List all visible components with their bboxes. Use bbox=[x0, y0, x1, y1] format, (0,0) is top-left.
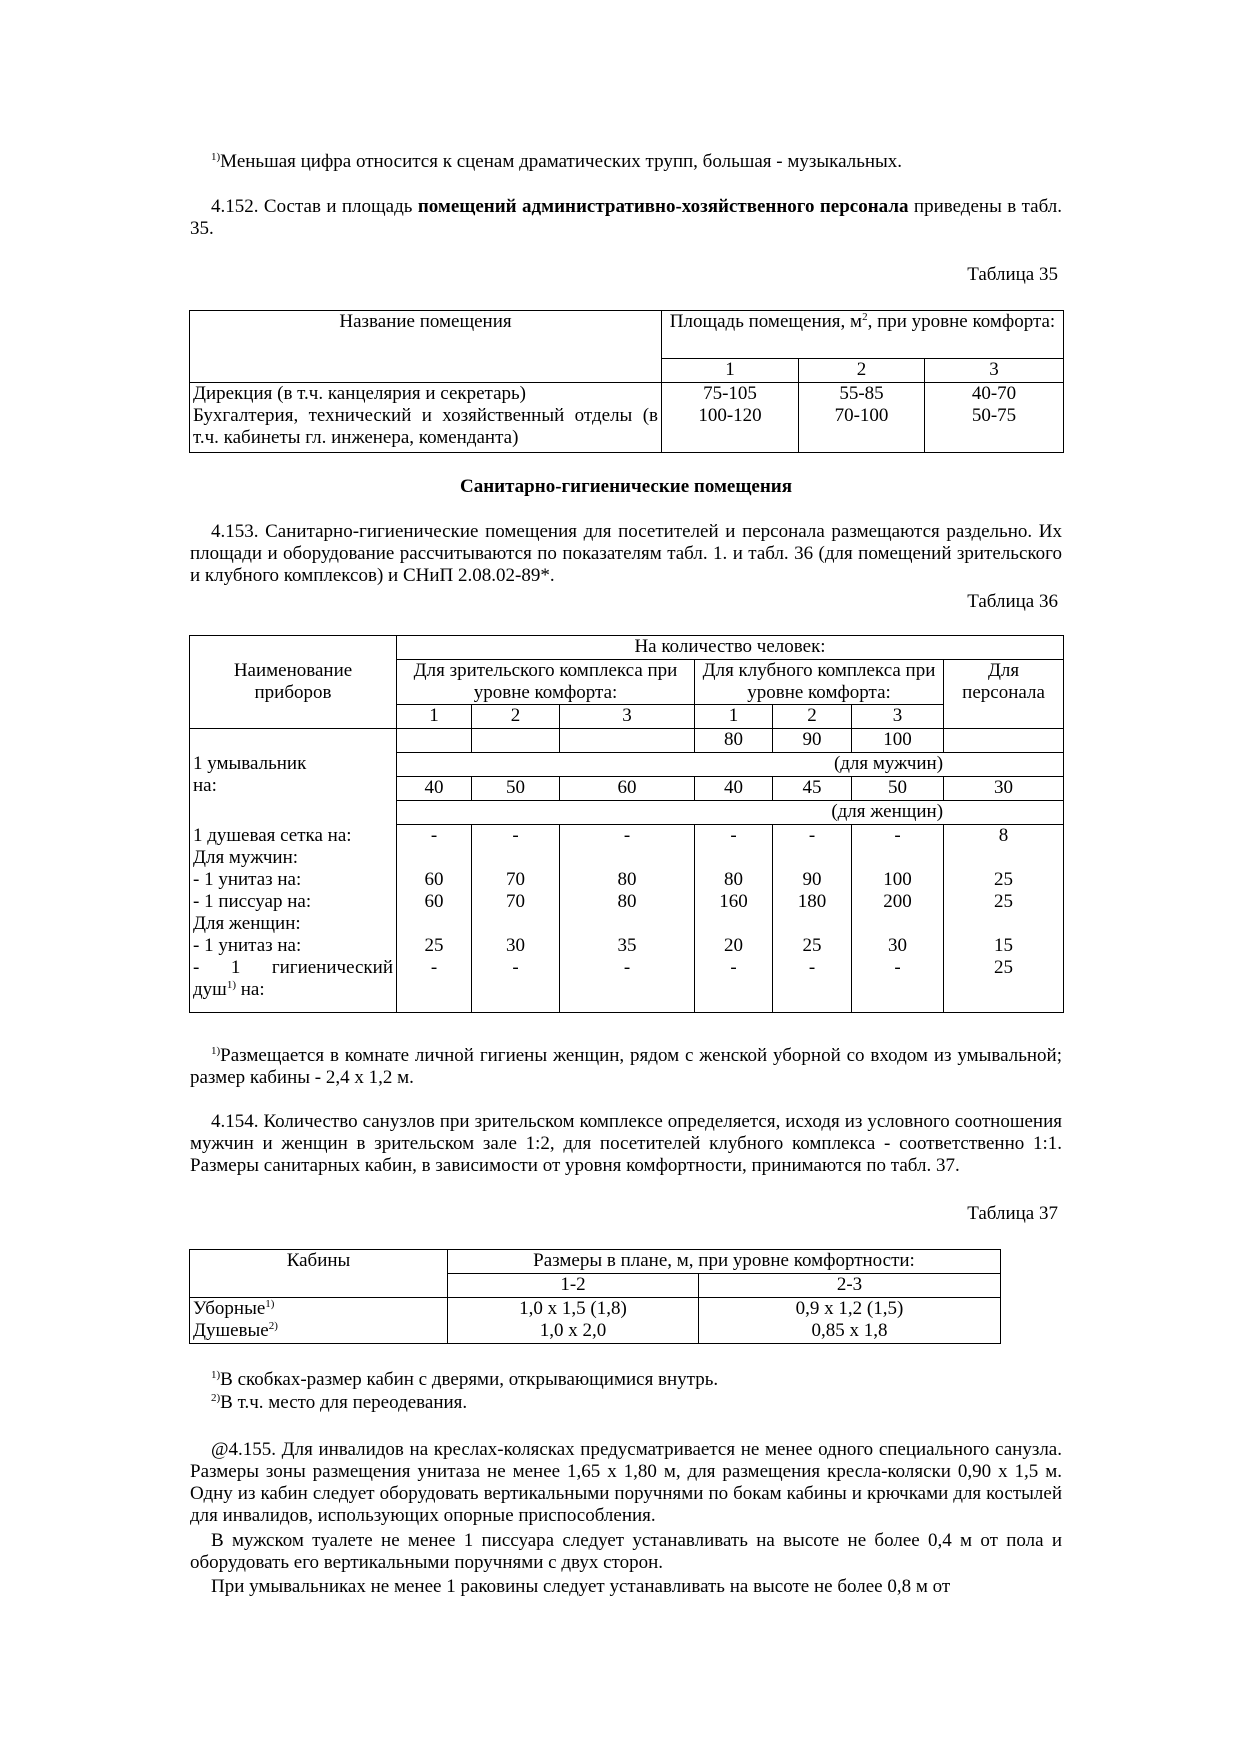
table-36-col: - 80 80 35 - bbox=[560, 825, 695, 1013]
table-36-wash-label: 1 умывальник на: bbox=[190, 729, 397, 825]
table-36-caption: Таблица 36 bbox=[967, 591, 1058, 612]
table-36-cell bbox=[560, 729, 695, 753]
table-36-cell: 45 bbox=[773, 777, 852, 801]
table-36-cell: 100 bbox=[852, 729, 944, 753]
table-36-cell bbox=[472, 729, 560, 753]
table-36-level: 2 bbox=[472, 705, 560, 729]
paragraph-text: 4.152. Состав и площадь bbox=[211, 196, 418, 217]
table-35-header-name: Название помещения bbox=[190, 311, 662, 383]
table-37-header-name: Кабины bbox=[190, 1250, 448, 1298]
table-36 bbox=[189, 635, 1064, 1013]
table-35-row-name: Бухгалтерия, технический и хозяйственный отделы (в т.ч. кабинеты гл. инженера, коменданта) bbox=[193, 405, 658, 448]
table-35 bbox=[189, 310, 1064, 453]
table-36-cell bbox=[944, 729, 1064, 753]
table-37 bbox=[189, 1249, 1001, 1344]
section-title: Санитарно-гигиенические помещения bbox=[460, 476, 792, 497]
table-36-level: 1 bbox=[397, 705, 472, 729]
table-36-cell: 50 bbox=[852, 777, 944, 801]
footnote-table-36: $^{1)}$Размещается в комнате личной гигиены женщин, рядом с женской уборной со входом из умывальной; размер кабины - 2,4 х 1,2 м. bbox=[190, 1045, 1062, 1088]
table-36-level: 2 bbox=[773, 705, 852, 729]
footnote-table-37-1: $^{1)}$В скобках-размер кабин с дверями, открывающимися внутрь. bbox=[211, 1369, 719, 1390]
table-36-header-club: Для клубного комплекса при уровне комфорта: bbox=[695, 660, 944, 705]
table-36-cell bbox=[397, 729, 472, 753]
table-37-level: 2-3 bbox=[699, 1274, 1001, 1298]
table-36-col: - 80 160 20 - bbox=[695, 825, 773, 1013]
table-36-header-viewer: Для зрительского комплекса при уровне комфорта: bbox=[397, 660, 695, 705]
table-35-level: 3 bbox=[925, 359, 1064, 383]
paragraph-4-153: 4.153. Санитарно-гигиенические помещения для посетителей и персонала размещаются раздельно. Их площади и оборудование рассчитываются по показателям табл. 1. и табл. 36 (для помещений зрительского и клубного комплексов) и СНиП 2.08.02-89*. bbox=[190, 521, 1062, 586]
table-37-cell: 1,0 х 1,5 (1,8) 1,0 х 2,0 bbox=[448, 1298, 699, 1344]
table-36-header-staff: Для персонала bbox=[944, 660, 1064, 729]
table-35-level: 1 bbox=[662, 359, 799, 383]
table-36-cell: 90 bbox=[773, 729, 852, 753]
table-36-fixture-labels: 1 душевая сетка на: Для мужчин: - 1 унитаз на: - 1 писсуар на: Для женщин: - 1 унитаз на: - 1 гигиенический душ$^{1)}$ на: bbox=[190, 825, 397, 1013]
paragraph-4-155-sink: При умывальниках не менее 1 раковины следует устанавливать на высоте не более 0,8 м от bbox=[211, 1576, 951, 1597]
table-35-cell: 55-85 70-100 bbox=[799, 383, 925, 453]
table-35-cell: 40-70 50-75 bbox=[925, 383, 1064, 453]
table-36-cell: 80 bbox=[695, 729, 773, 753]
table-36-header-name: Наименование приборов bbox=[190, 636, 397, 729]
footnote-text: Меньшая цифра относится к сценам драматических трупп, большая - музыкальных. bbox=[220, 151, 903, 172]
table-36-cell: 30 bbox=[944, 777, 1064, 801]
table-36-women-label: (для женщин) bbox=[397, 801, 1064, 825]
paragraph-4-152 bbox=[190, 196, 1062, 240]
table-36-level: 1 bbox=[695, 705, 773, 729]
table-37-header-size: Размеры в плане, м, при уровне комфортности: bbox=[448, 1250, 1001, 1274]
table-36-cell: 40 bbox=[397, 777, 472, 801]
table-36-level: 3 bbox=[852, 705, 944, 729]
paragraph-bold-text: помещений административно-хозяйственного персонала bbox=[417, 196, 909, 217]
table-37-caption: Таблица 37 bbox=[967, 1203, 1058, 1224]
paragraph-4-155: @4.155. Для инвалидов на креслах-колясках предусматривается не менее одного специального санузла. Размеры зоны размещения унитаза не менее 1,65 х 1,80 м, для размещения кресла-коляски 0,90 х 1,5 м. Одну из кабин следует оборудовать вертикальными поручнями по бокам кабины и крючками для костылей для инвалидов, использующих опорные приспособления. bbox=[190, 1439, 1062, 1526]
table-37-level: 1-2 bbox=[448, 1274, 699, 1298]
table-35-row-names bbox=[190, 383, 662, 453]
table-35-row-name: Дирекция (в т.ч. канцелярия и секретарь) bbox=[193, 383, 527, 404]
table-36-col: - 70 70 30 - bbox=[472, 825, 560, 1013]
table-37-row-names: Уборные$^{1)}$ Душевые$^{2)}$ bbox=[190, 1298, 448, 1344]
paragraph-text: приведены в табл. 35. bbox=[190, 196, 1062, 239]
table-35-level: 2 bbox=[799, 359, 925, 383]
footnote-table-37-2: $^{2)}$В т.ч. место для переодевания. bbox=[211, 1392, 468, 1413]
table-36-cell: 60 bbox=[560, 777, 695, 801]
table-36-col: 8 25 25 15 25 bbox=[944, 825, 1064, 1013]
table-35-caption: Таблица 35 bbox=[967, 264, 1058, 285]
table-36-col: - 60 60 25 - bbox=[397, 825, 472, 1013]
table-36-col: - 90 180 25 - bbox=[773, 825, 852, 1013]
paragraph-4-154: 4.154. Количество санузлов при зрительском комплексе определяется, исходя из условного соотношения мужчин и женщин в зрительском зале 1:2, для посетителей клубного комплекса - соответственно 1:1. Размеры санитарных кабин, в зависимости от уровня комфортности, принимаются по табл. 37. bbox=[190, 1111, 1062, 1176]
footnote-intro bbox=[190, 151, 1062, 173]
table-35-cell: 75-105 100-120 bbox=[662, 383, 799, 453]
table-36-col: - 100 200 30 - bbox=[852, 825, 944, 1013]
table-36-men-label: (для мужчин) bbox=[397, 753, 1064, 777]
table-36-header-qty: На количество человек: bbox=[397, 636, 1064, 660]
table-36-cell: 50 bbox=[472, 777, 560, 801]
paragraph-4-155-urinal: В мужском туалете не менее 1 писсуара следует устанавливать на высоте не более 0,4 м от пола и оборудовать его вертикальными поручнями с двух сторон. bbox=[190, 1530, 1062, 1573]
table-36-level: 3 bbox=[560, 705, 695, 729]
footnote-mark: 1) bbox=[211, 151, 221, 163]
table-36-cell: 40 bbox=[695, 777, 773, 801]
table-37-cell: 0,9 х 1,2 (1,5) 0,85 х 1,8 bbox=[699, 1298, 1001, 1344]
table-35-header-area: Площадь помещения, $м^2$, при уровне комфорта: bbox=[662, 311, 1064, 359]
